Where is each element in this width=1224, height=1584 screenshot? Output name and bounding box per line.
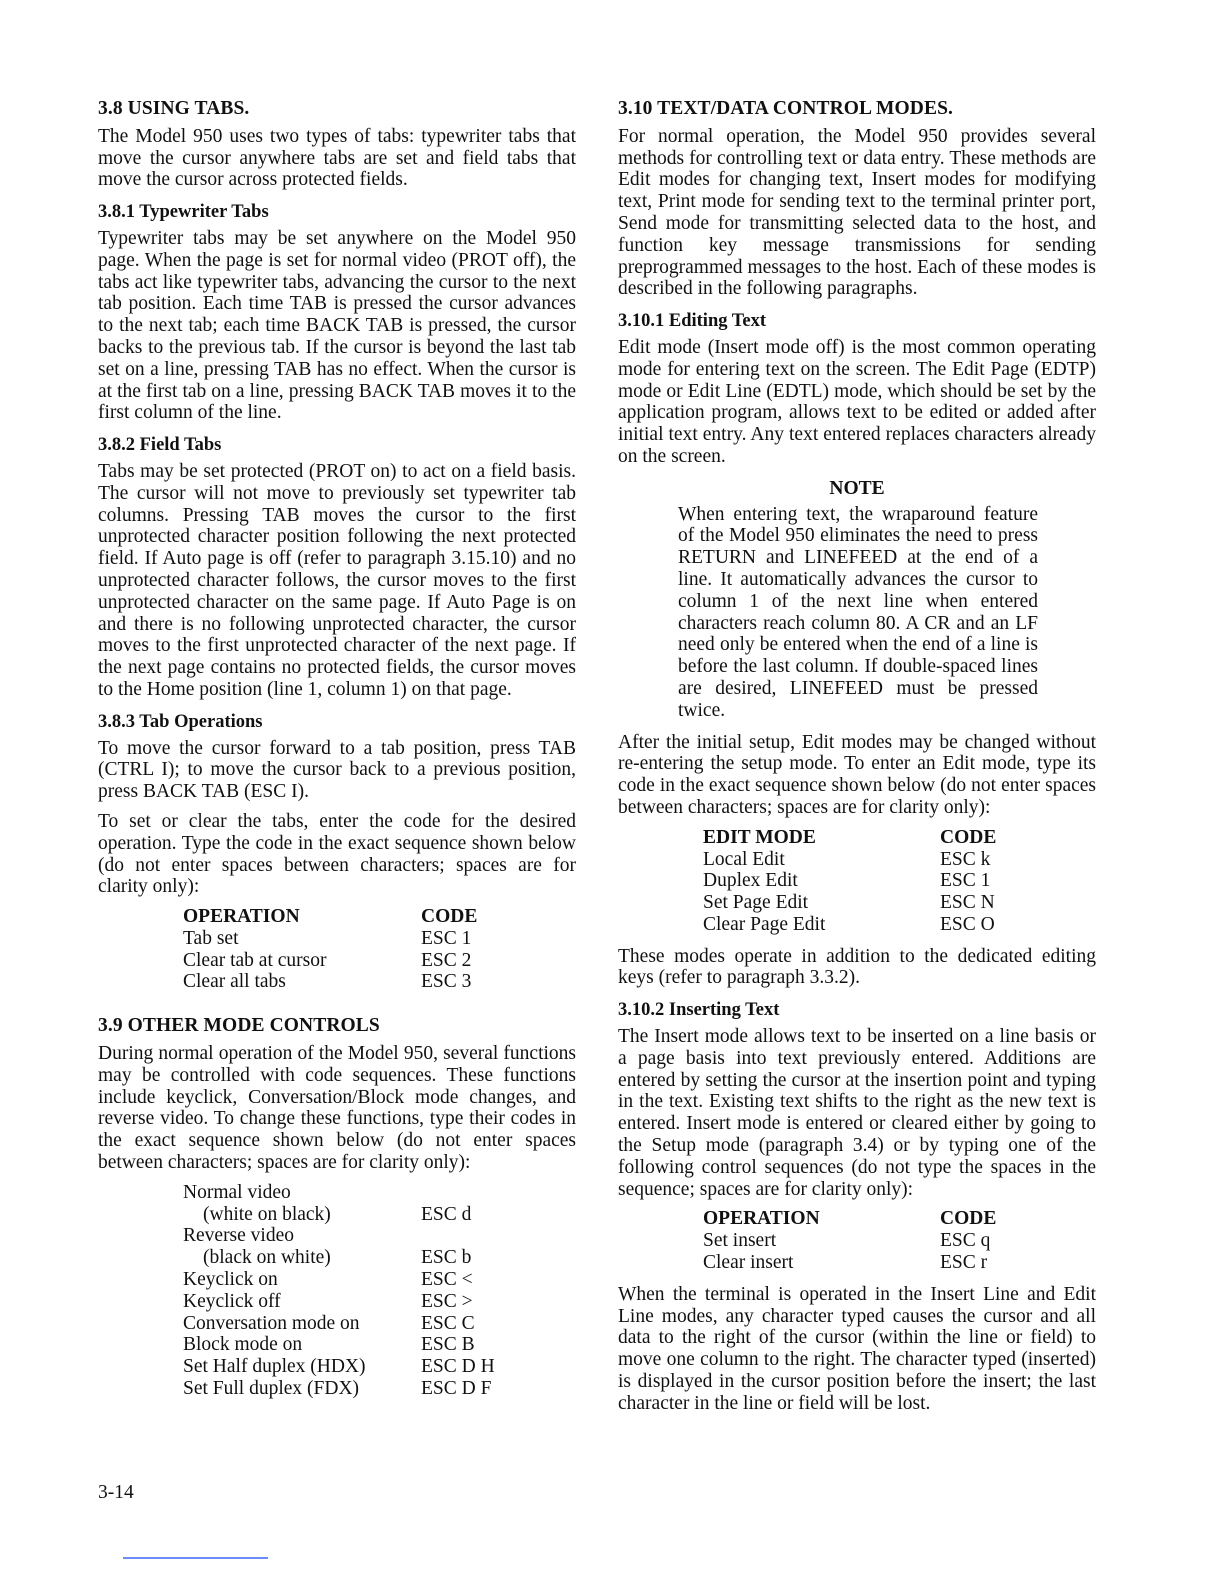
operation-cell: Duplex Edit [703,870,798,892]
code-cell: ESC D H [421,1356,495,1378]
operation-header: OPERATION [703,1208,820,1230]
code-cell: ESC N [940,892,995,914]
operation-cell: (white on black) [203,1203,331,1225]
table-row [98,971,477,993]
table-row [98,928,477,950]
code-cell [421,1182,495,1204]
section-3-10-2-paragraph-1: The Insert mode allows text to be inserted on a line basis or a page basis into text previously entered. Additions are entered by setting the cursor at the insertion point and typing in the text. Existing text shifts to the right as the new text is entered. Insert mode is entered or cleared either by going to the Setup mode (paragraph 3.4) or by typing one of the following control sequences (do not type the spaces in the sequence; spaces are for clarity only): [618,1026,1096,1200]
operation-cell: (black on white) [203,1247,331,1269]
section-3-8-paragraph: The Model 950 uses two types of tabs: typewriter tabs that move the cursor anywhere tabs are set and field tabs that move the cursor across protected fields. [98,125,576,191]
section-3-9-paragraph: During normal operation of the Model 950, several functions may be controlled with code sequences. These functions include keyclick, Conversation/Block mode changes, and reverse video. To change these functions, type their codes in the exact sequence shown below (do not enter spaces between characters; spaces are for clarity only): [98,1043,576,1174]
code-cell: ESC 3 [421,971,472,993]
section-3-10-heading: 3.10 TEXT/DATA CONTROL MODES. [618,98,953,119]
table-row [98,1269,495,1291]
code-cell: ESC q [940,1230,991,1252]
operation-cell: Tab set [183,927,239,949]
operation-cell: Conversation mode on [183,1312,360,1334]
table-row [98,1182,495,1204]
table-row [98,1378,495,1400]
operation-cell: Reverse video [183,1225,295,1247]
left-column [98,98,576,1410]
section-3-10-2-paragraph-2: When the terminal is operated in the Insert Line and Edit Line modes, any character typed causes the cursor and all data to the right of the cursor (within the line or field) to move one column to the right. The character typed (inserted) is displayed in the cursor position before the insert; the last character in the line or field will be lost. [618,1283,1096,1414]
table-header-row [618,1208,996,1230]
code-cell: ESC C [421,1312,475,1334]
decorative-rule [123,1557,268,1559]
section-3-10-1-paragraph-1: Edit mode (Insert mode off) is the most common operating mode for entering text on the screen. The Edit Page (EDTP) mode or Edit Line (EDTL) mode, which should be set by the application program, allows text to be edited or added after initial text entry. Any text entered replaces characters already on the screen. [618,336,1096,467]
section-3-8-3-heading: 3.8.3 Tab Operations [98,711,263,732]
table-row [618,914,996,936]
code-header: CODE [940,826,997,848]
table-row [98,1291,495,1313]
section-3-8-heading: 3.8 USING TABS. [98,98,250,119]
table-row [98,1247,495,1269]
table-row [618,892,996,914]
table-row [98,1204,495,1226]
code-cell: ESC d [421,1203,472,1225]
operation-cell: Set Half duplex (HDX) [183,1356,366,1378]
operation-cell: Clear Page Edit [703,913,826,935]
right-column [618,98,1096,1423]
table-row [98,950,477,972]
operation-cell: Local Edit [703,848,785,870]
table-row [98,1313,495,1335]
code-cell: ESC b [421,1247,472,1269]
code-cell: ESC O [940,913,995,935]
section-3-8-3-paragraph-2: To set or clear the tabs, enter the code for the desired operation. Type the code in the exact sequence shown below (do not enter spaces between characters; spaces are for clarity only): [98,810,576,898]
code-header: CODE [940,1208,997,1230]
table-row [618,870,996,892]
note-body: When entering text, the wraparound feature of the Model 950 eliminates the need to press RETURN and LINEFEED at the end of a line. It automatically advances the cursor to column 1 of the next line when entered characters reach column 80. A CR and an LF need only be entered when the end of a line is before the last column. If double-spaced lines are desired, LINEFEED must be pressed twice. [678,503,1038,721]
table-row [98,1334,495,1356]
code-cell: ESC < [421,1269,473,1291]
operation-cell: Clear insert [703,1252,794,1274]
operation-cell: Clear tab at cursor [183,949,327,971]
section-3-8-2-paragraph: Tabs may be set protected (PROT on) to act on a field basis. The cursor will not move to previously set typewriter tab columns. Pressing TAB moves the cursor to the first unprotected character position following the next protected field. If Auto page is off (refer to paragraph 3.15.10) and no unprotected character follows, the cursor moves to the first unprotected character on the same page. If Auto Page is on and there is no following unprotected character, the cursor moves to the first unprotected character of the next page. If the next page contains no protected fields, the cursor moves to the Home position (line 1, column 1) on that page. [98,460,576,700]
table-header-row [618,827,996,849]
section-3-10-1-paragraph-2: After the initial setup, Edit modes may be changed without re-entering the setup mode. To enter an Edit mode, type its code in the exact sequence shown below (do not enter spaces between characters; spaces are for clarity only): [618,731,1096,818]
table-header-row [98,906,477,928]
section-3-10-paragraph: For normal operation, the Model 950 provides several methods for controlling text or data entry. These methods are Edit modes for changing text, Insert modes for modifying text, Print mode for sending text to the terminal printer port, Send mode for transmitting selected data to the host, and function key message transmissions for sending preprogrammed messages to the host. Each of these modes is described in the following paragraphs. [618,125,1096,300]
tab-operations-table [98,906,477,993]
page-number: 3-14 [98,1482,134,1503]
operation-cell: Set Full duplex (FDX) [183,1378,360,1400]
operation-cell: Set Page Edit [703,892,809,914]
operation-cell: Normal video [183,1181,291,1203]
table-row [98,1356,495,1378]
operation-cell: Keyclick on [183,1269,278,1291]
section-3-9-heading: 3.9 OTHER MODE CONTROLS [98,1015,380,1037]
section-3-8-3-paragraph-1: To move the cursor forward to a tab position, press TAB (CTRL I); to move the cursor back to a previous position, press BACK TAB (ESC I). [98,737,576,803]
table-row [618,849,996,871]
table-row [98,1225,495,1247]
operation-cell: Clear all tabs [183,971,286,993]
code-cell: ESC 2 [421,949,472,971]
code-cell: ESC > [421,1290,473,1312]
code-cell: ESC r [940,1252,988,1274]
table-row [618,1230,996,1252]
insert-mode-table [618,1208,996,1273]
code-cell: ESC k [940,848,991,870]
section-3-10-1-paragraph-3: These modes operate in addition to the dedicated editing keys (refer to paragraph 3.3.2). [618,945,1096,989]
operation-cell: Keyclick off [183,1290,281,1312]
section-3-8-2-heading: 3.8.2 Field Tabs [98,435,222,456]
edit-mode-header: EDIT MODE [703,826,816,848]
edit-mode-table [618,827,996,936]
code-cell [421,1225,495,1247]
code-cell: ESC D F [421,1378,492,1400]
operation-header: OPERATION [183,906,300,928]
section-3-8-1-heading: 3.8.1 Typewriter Tabs [98,202,269,223]
section-3-10-1-heading: 3.10.1 Editing Text [618,311,767,332]
code-cell: ESC 1 [940,870,991,892]
section-3-10-2-heading: 3.10.2 Inserting Text [618,1000,780,1021]
code-cell: ESC 1 [421,927,472,949]
section-3-8-1-paragraph: Typewriter tabs may be set anywhere on the Model 950 page. When the page is set for normal video (PROT off), the tabs act like typewriter tabs, advancing the cursor to the next tab position. Each time TAB is pressed the cursor advances to the next tab; each time BACK TAB is pressed, the cursor backs to the previous tab. If the cursor is beyond the last tab set on a line, pressing TAB has no effect. When the cursor is at the first tab on a line, pressing BACK TAB moves it to the first column of the line. [98,227,576,424]
note-heading: NOTE [829,477,885,499]
operation-cell: Set insert [703,1230,777,1252]
code-cell: ESC B [421,1334,475,1356]
operation-cell: Block mode on [183,1334,303,1356]
code-header: CODE [421,906,478,928]
table-row [618,1252,996,1274]
mode-controls-table [98,1182,495,1400]
